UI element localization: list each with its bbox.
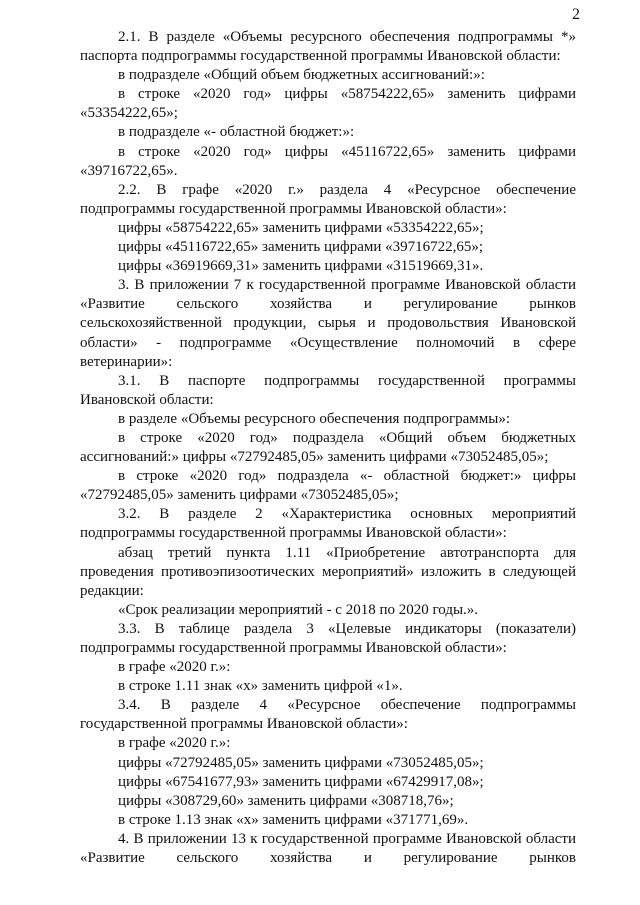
paragraph: в строке 1.13 знак «х» заменить цифрами «371771,69». bbox=[118, 811, 469, 828]
page-number: 2 bbox=[572, 6, 580, 23]
paragraph: в строке «2020 год» подраздела «- областной бюджет:» цифры «72792485,05» заменить цифрами «73052485,05»; bbox=[80, 468, 576, 504]
document-body bbox=[80, 28, 576, 868]
paragraph: 3. В приложении 7 к государственной программе Ивановской области «Развитие сельского хозяйства и регулирование рынков сельскохозяйственной продукции, сырья и продовольствия Ивановской области» - подпрограмме «Осуществление полномочий в сфере ветеринарии»: bbox=[80, 277, 576, 370]
paragraph: 3.3. В таблице раздела 3 «Целевые индикаторы (показатели) подпрограммы государственной программы Ивановской области»: bbox=[80, 620, 576, 656]
paragraph: цифры «45116722,65» заменить цифрами «39716722,65»; bbox=[118, 239, 484, 256]
paragraph: цифры «308729,60» заменить цифрами «308718,76»; bbox=[118, 792, 454, 809]
paragraph: в разделе «Объемы ресурсного обеспечения подпрограммы»: bbox=[118, 410, 510, 427]
paragraph: абзац третий пункта 1.11 «Приобретение автотранспорта для проведения противоэпизоотических мероприятий» изложить в следующей редакции: bbox=[80, 544, 576, 599]
paragraph: в строке «2020 год» цифры «45116722,65» заменить цифрами «39716722,65». bbox=[80, 143, 576, 179]
paragraph: 2.2. В графе «2020 г.» раздела 4 «Ресурсное обеспечение подпрограммы государственной программы Ивановской области»: bbox=[80, 181, 576, 217]
paragraph: «Срок реализации мероприятий - с 2018 по 2020 годы.». bbox=[118, 601, 479, 618]
paragraph: 3.2. В разделе 2 «Характеристика основных мероприятий подпрограммы государственной программы Ивановской области»: bbox=[80, 506, 576, 542]
paragraph: 2.1. В разделе «Объемы ресурсного обеспечения подпрограммы *» паспорта подпрограммы государственной программы Ивановской области: bbox=[80, 29, 576, 65]
paragraph: в подразделе «- областной бюджет:»: bbox=[118, 124, 355, 141]
paragraph: в графе «2020 г.»: bbox=[118, 659, 231, 676]
paragraph: в строке «2020 год» подраздела «Общий объем бюджетных ассигнований:» цифры «72792485,05» заменить цифрами «73052485,05»; bbox=[80, 429, 576, 466]
paragraph: цифры «67541677,93» заменить цифрами «67429917,08»; bbox=[118, 773, 484, 790]
paragraph: 3.4. В разделе 4 «Ресурсное обеспечение подпрограммы государственной программы Ивановской области»: bbox=[80, 697, 576, 733]
paragraph: цифры «36919669,31» заменить цифрами «31519669,31». bbox=[118, 258, 484, 275]
paragraph: 3.1. В паспорте подпрограммы государственной программы Ивановской области: bbox=[80, 372, 576, 408]
paragraph: 4. В приложении 13 к государственной программе Ивановской области «Развитие сельского хозяйства и регулирование рынков bbox=[80, 830, 576, 867]
paragraph: в подразделе «Общий объем бюджетных ассигнований:»: bbox=[118, 67, 485, 84]
paragraph: в графе «2020 г.»: bbox=[118, 735, 231, 752]
paragraph: цифры «72792485,05» заменить цифрами «73052485,05»; bbox=[118, 754, 484, 771]
paragraph: в строке 1.11 знак «х» заменить цифрой «1». bbox=[118, 678, 403, 695]
paragraph: цифры «58754222,65» заменить цифрами «53354222,65»; bbox=[118, 219, 484, 236]
paragraph: в строке «2020 год» цифры «58754222,65» заменить цифрами «53354222,65»; bbox=[80, 86, 576, 122]
